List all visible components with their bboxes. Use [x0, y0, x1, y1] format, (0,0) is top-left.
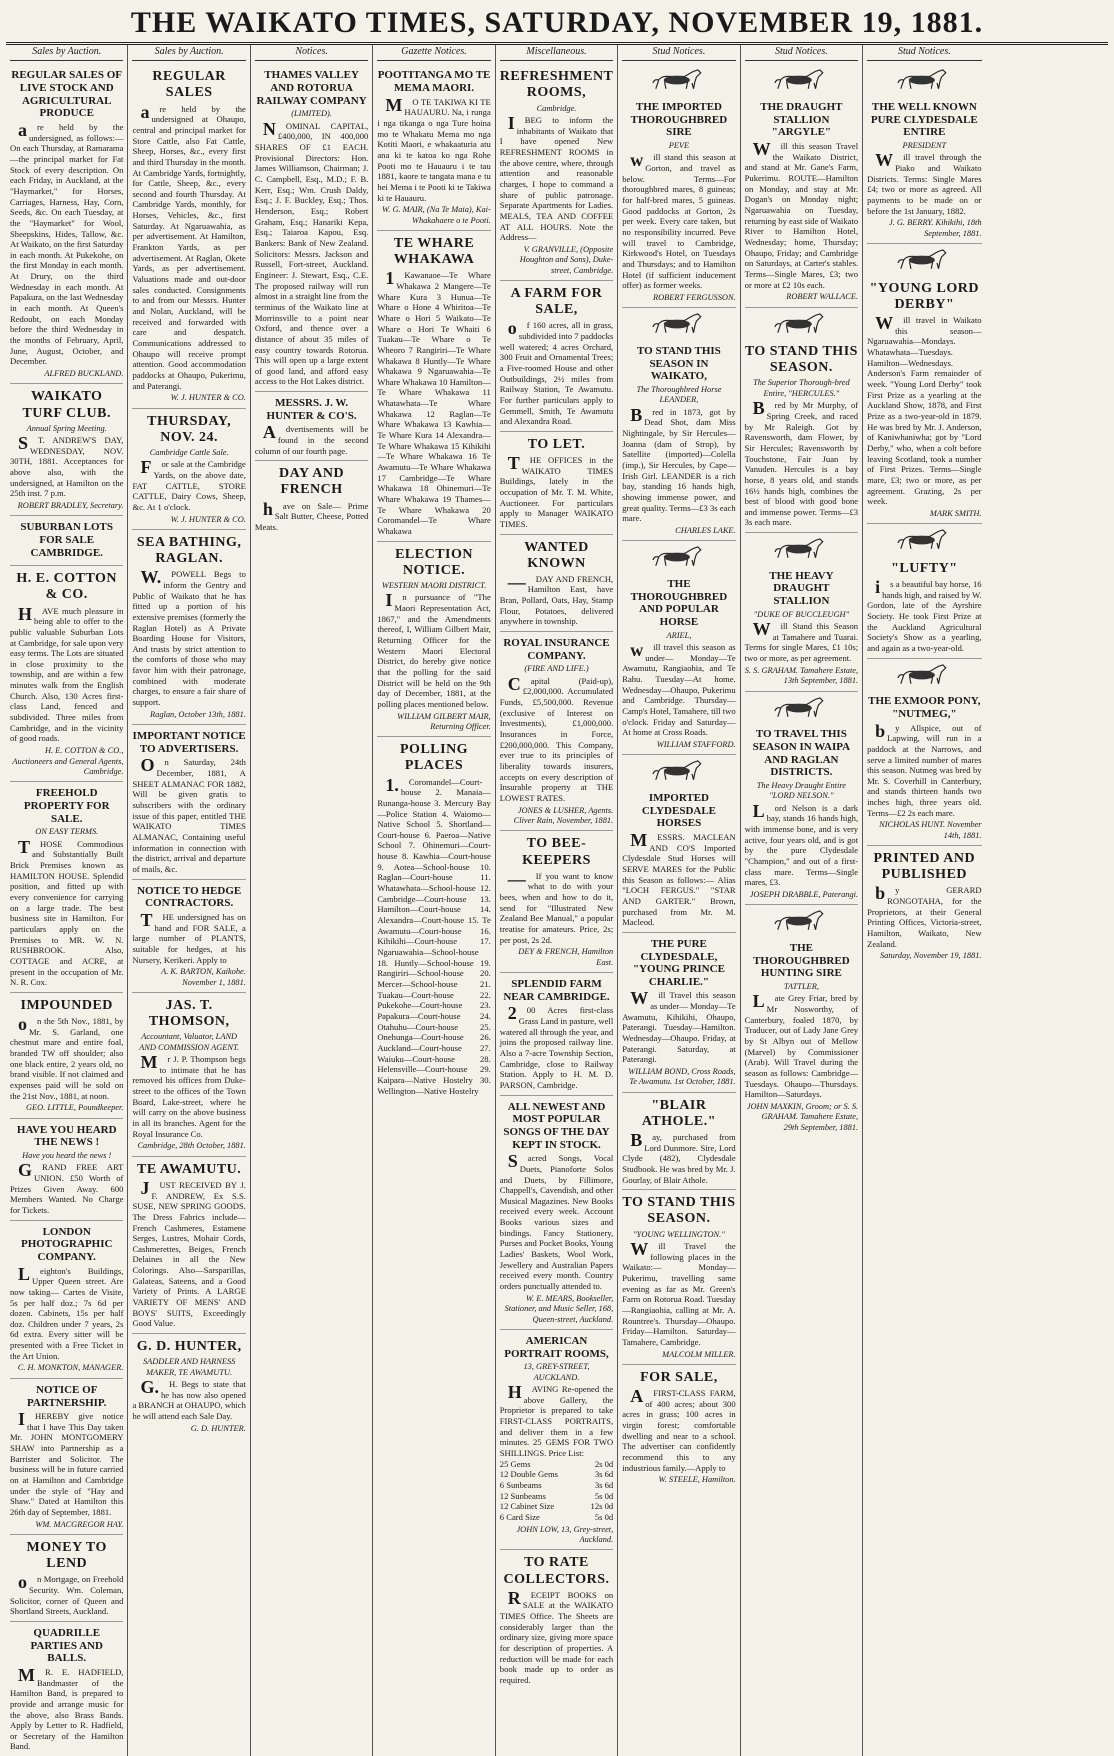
advertisement [10, 993, 123, 1119]
ad-signature: MARK SMITH. [929, 508, 982, 518]
column-heading: Gazette Notices. [377, 45, 490, 61]
ad-subtitle: The Heavy Draught Entire "LORD NELSON." [756, 780, 846, 801]
ad-body: In pursuance of "The Maori Representation Act, 1867," and the Amendments thereof, I, William Gilbert Mair, Returning Officer for the Western Maori Electoral District, do hereby give notice that the polling for the said District will be held on the 9th day of December, 1881, at the polling places mentioned below. [377, 590, 491, 709]
ad-signature: ROBERT BRADLEY, Secretary. [17, 501, 124, 511]
advertisement [622, 1365, 735, 1490]
ad-subtitle: ARIEL, [666, 630, 692, 640]
ad-signature: V. GRANVILLE, (Opposite Houghton and Sons), Duke-street, Cambridge. [519, 244, 614, 275]
ad-subtitle: PEVE [668, 140, 690, 150]
ad-signature: W. J. HUNTER & CO. [170, 393, 246, 403]
price-label: 12 Double Gems [499, 1469, 559, 1480]
ad-body: THOSE Commodious and Substantially Built Brick Premises known as HAMILTON HOUSE. Splendid position, and fitted up with every convenience for carrying on a large trade. The best business site in Hamilton. For particulars apply on the Premises to MR. W. N. RUSHBROOK. Also, COTTAGE and ACRE, at present in the occupation of Mr. N. R. Cox. [10, 836, 124, 988]
ad-title: THURSDAY, NOV. 24. [147, 413, 232, 445]
ad-title: TO BEE-KEEPERS [522, 836, 591, 868]
advertisement [132, 64, 245, 408]
price-value: 3s 6d [594, 1469, 614, 1480]
column-heading: Notices. [255, 45, 368, 61]
price-label: 6 Sunbeams [499, 1480, 542, 1491]
ad-body: Capital (Paid-up), £2,000,000. Accumulated Funds, £5,500,000. Revenue (exclusive of Interest on Investments), £1,000,000. Insurances in Force, £200,000,000. This Company, ever true to its principles of liberality towards insurers, accepts on every description of Insurable property at THE LOWEST RATES. [499, 673, 614, 803]
ad-subtitle: WESTERN MAORI DISTRICT. [381, 580, 487, 590]
advertisement [377, 231, 490, 542]
ad-body: 1.Coromandel—Court-house 2. Manaia—Runanga-house 3. Mercury Bay—Police Station 4. Waiomo—Native School 5. Shortland—Court-house 6. Paeroa—Native School 7. Ohinemuri—Court-house 8. Kawhia—Court-house 9. Aotea—School-house 10. Raglan—Court-house 11. Whatawhata—School-house 12. Cambridge—Court-house 13. Hamilton—Court-house 14. Alexandra—Court-house 15. Te Awamutu—Court-house 16. Kihikihi—Court-house 17. Ngaruawahia—School-house 18. Huntly—School-house 19. Rangiriri—School-house 20. Mercer—School-house 21. Tuakau—Court-house 22. Pukekohe—Court-house 23. Papakura—Court-house 24. Otahuhu—Court-house 25. Onehunga—Court-house 26. Auckland—Court-house 27. Waiuku—Court-house 28. Helensville—Court-house 29. Kaipara—Native Hostelry 30. Wellington—Native Hostelry [377, 774, 491, 1096]
column-heading: Sales by Auction. [10, 45, 123, 61]
price-value: 3s 6d [594, 1480, 614, 1491]
ad-title: HAVE YOU HEARD THE NEWS ! [16, 1123, 117, 1149]
ad-body: THE undersigned has on hand and FOR SALE, a large number of PLANTS, suitable for hedges, at his Nursery, Kerikeri. Apply to [132, 909, 246, 965]
ad-title: LONDON PHOTOGRAPHIC COMPANY. [20, 1225, 113, 1263]
ad-subtitle: Cambridge. [536, 103, 577, 113]
ad-title: H. E. COTTON & CO. [16, 571, 118, 603]
ad-body: are held by the undersigned at Ohaupo, central and principal market for Store Cattle, also Fat Cattle, Sheep, Horses, &c., every first and third Thursday in the month. At Cambridge Yards, fortnightly, for Cattle, Sheep, &c., every second and fourth Thursday. At Cambridge Yards, monthly, for Horses, Vehicles, &c., first Saturday. At Ngaruawahia, as per advertisement. At Hamilton, Frankton Yards, as per advertisement. At Raglan, Okete Yards, as per advertisement. Valuations made and out-door sales conducted. Consignments to and from our Messrs. Hunter and Nolan, Auckland, will be received and forwarded with care and despatch. Communications addressed to Ohaupo will receive prompt attention. Good accommodation paddocks at Ohaupo, Pukerimu, and Paterangi. [132, 101, 246, 391]
advertisement [745, 308, 858, 534]
ad-title: TO RATE COLLECTORS. [503, 1555, 610, 1587]
ad-body: will travel this season as under— Monday—Te Awamutu, Rangiaohia, and Te Rahu. Tuesday—At home. Wednesday—Ohaupo, Pukerimu and Cambridge. Thursday—Camp's Hotel, Tamahere, till two o'clock. Friday and Saturday—At home at Cross Roads. [622, 640, 736, 738]
advertisement [745, 905, 858, 1137]
advertisement [132, 993, 245, 1157]
ad-title: MONEY TO LEND [26, 1540, 107, 1572]
horse-illustration-icon [745, 311, 858, 343]
ad-body: MR. E. HADFIELD, Bandmaster of the Hamilton Band, is prepared to provide and arrange music for the above, also Brass Bands. Apply by Letter to R. Hadfield, or Secretary of the Hamilton Band. [10, 1664, 124, 1752]
ad-signature: CHARLES LAKE. [675, 525, 736, 535]
column-6 [618, 45, 740, 1756]
column-2 [128, 45, 250, 1756]
advertisement [10, 782, 123, 993]
ad-title: NOTICE OF PARTNERSHIP. [27, 1383, 107, 1409]
horse-illustration-icon [745, 536, 858, 568]
advertisement [867, 64, 981, 244]
ad-title: POOTITANGA MO TE MEMA MAORI. [377, 69, 491, 95]
ad-title: THE THOROUGHBRED HUNTING SIRE [753, 942, 850, 980]
price-label: 12 Sunbeams [499, 1490, 546, 1501]
advertisement [132, 1157, 245, 1334]
horse-illustration-icon [867, 662, 981, 694]
advertisement [132, 530, 245, 725]
ad-title: TO STAND THIS SEASON. [744, 344, 858, 376]
horse-illustration-icon [745, 908, 858, 940]
ad-subtitle: Accountant, Valuator, LAND AND COMMISSION AGENT. [139, 1032, 240, 1052]
ad-subtitle: The Superior Thorough-bred Entire, "HERCULES." [753, 378, 850, 398]
column-4 [373, 45, 495, 1756]
ad-body: GRAND FREE ART UNION. £50 Worth of Prizes Given Away. 600 Members Wanted. No Charge for Tickets. [10, 1160, 124, 1215]
ad-title: POLLING PLACES [400, 742, 469, 774]
column-7 [741, 45, 863, 1756]
ad-title: TO LET. [527, 436, 586, 452]
ad-body: G.H. Begs to state that he has now also opened a BRANCH at OHAUPO, which he will attend each Sale Day. [132, 1377, 246, 1421]
ad-title: FOR SALE, [640, 1369, 718, 1385]
ad-signature: G. D. HUNTER. [190, 1423, 246, 1433]
horse-illustration-icon [622, 544, 735, 576]
ad-body: have on Sale— Prime Salt Butter, Cheese, Potted Meats. [254, 498, 369, 532]
ad-signature: JONES & LUSHER, Agents. Cliver Rain, November, 1881. [513, 805, 614, 826]
ad-title: THE WELL KNOWN PURE CLYDESDALE ENTIRE [870, 101, 978, 139]
ad-signature: WILLIAM BOND, Cross Roads, Te Awamutu. 1st October, 1881. [628, 1067, 736, 1087]
masthead-title: THE WAIKATO TIMES, SATURDAY, NOVEMBER 19, 1881. [130, 6, 984, 39]
ad-title: "YOUNG LORD DERBY" [869, 280, 979, 312]
price-row [500, 1469, 613, 1480]
column-heading: Miscellaneous. [500, 45, 613, 61]
ad-body: RECEIPT BOOKS on SALE at the WAIKATO TIMES Office. The Sheets are considerably larger than the ordinary size, giving more space for description of properties. A reduction will be made for each book made up to order as required. [499, 1587, 614, 1685]
ad-title: TO STAND THIS SEASON. [622, 1195, 736, 1227]
ad-title: "BLAIR ATHOLE." [641, 1097, 716, 1129]
ad-signature: GEO. LITTLE, Poundkeeper. [25, 1103, 124, 1113]
column-heading: Stud Notices. [622, 45, 735, 61]
ad-title: PRINTED AND PUBLISHED [873, 851, 976, 883]
ad-title: SPLENDID FARM NEAR CAMBRIDGE. [503, 978, 610, 1003]
price-row [500, 1480, 613, 1491]
advertisement [622, 64, 735, 308]
columns-container [6, 45, 1108, 1752]
ad-title: THE DRAUGHT STALLION "ARGYLE" [760, 101, 843, 139]
ad-body: HAVE much pleasure in being able to offer to the public valuable Suburban Lots at Cambridge, for sale upon very easy terms. The Lots are situated in close proximity to the township, and are within a few minutes walk from the English Church. Also, 130 Acres first-class Land, fenced and subdivided. Three miles from Cambridge, and in the vicinity of good roads. [10, 603, 124, 744]
ad-body: MESSRS. MACLEAN AND CO'S Imported Clydesdale Stud Horses will SERVE MARES for the Public this Season as follows:— Alias "LOCH FERGUS." "STAR AND GARTER." Brown, purchased from Mr. M. Macleod. [622, 829, 736, 928]
ad-title: TO TRAVEL THIS SEASON IN WAIPA AND RAGLAN DISTRICTS. [752, 728, 851, 779]
ad-subtitle: PRESIDENT [902, 140, 947, 150]
ad-body: —DAY AND FRENCH, Hamilton East, have Bran, Pollard, Oats, Hay, Stamp Flour, Potatoes, delivered anywhere in township. [499, 571, 614, 627]
ad-title: SUBURBAN LOTS FOR SALE CAMBRIDGE. [20, 521, 114, 559]
ad-subtitle: Cambridge Cattle Sale. [149, 447, 229, 457]
price-value: 5s 0d [594, 1490, 614, 1501]
ad-body: MO TE TAKIWA KI TE HAUAURU. Na, i runga i nga tikanga o nga Ture hoina mo te Whakatu Mema mo nga Kotiti Maori, e whakaaturia atu ana ki te katoa ko nga Rohe Pooti mo te Hauauru i te tau 1881, kaore te tangata mana e tu hei Mema i te Pooti ki te Takiwa ki te Hauauru. [377, 94, 491, 203]
advertisement [10, 384, 123, 516]
ad-title: ROYAL INSURANCE COMPANY. [503, 637, 610, 662]
ad-title: THAMES VALLEY AND ROTORUA RAILWAY COMPANY [256, 69, 367, 107]
ad-body: Will Travel the following places in the Waikato:— Monday—Pukerimu, travelling same evening as far as Mr. Green's Farm on Rotorua Road. Tuesday—Rangiaohia, calling at Mr. A. Rountree's. Thursday—Ohaupo. Friday—Hamilton. Saturday—Tamahere, Cambridge. [622, 1238, 736, 1347]
ad-body: IHEREBY give notice that I have This Day taken Mr. JOHN MONTGOMERY SHAW into Partnership as a Barrister and Solicitor. The business will be in future carried on at Hamilton and Cambridge under the style of "Hay and Shaw." Dated at Hamilton this 26th day of September, 1881. [10, 1409, 124, 1518]
ad-title: FREEHOLD PROPERTY FOR SALE. [23, 787, 110, 825]
ad-signature: Raglan, October 13th, 1881. [150, 709, 246, 719]
ad-body: are held by the undersigned, as follows:— On each Thursday, at Ramarama—the principal market for Fat Stock of every description. On each Friday, in Auckland, at the "Haymarket," for Horses, Carriages, Harness, Hay, Corn, Seeds, &c. On each Tuesday, at the "Haymarket" for Wool, Sheepskins, Hides, Tallow, &c. At Waikato, on the first Saturday in each month. At Pukekohe, on the first Monday in each month. At Drury, on the third Wednesday in each month. At Papakura, on the last Wednesday in each month. At Queen's Redoubt, on each Monday before the third Wednesday in the months of February, April, June, August, October, and December. [10, 119, 124, 367]
price-value: 2s 0d [594, 1458, 614, 1469]
ad-title: THE THOROUGHBRED AND POPULAR HORSE [630, 578, 728, 628]
ad-signature: JOHN LOW, 13, Grey-street, Auckland. [516, 1524, 614, 1545]
horse-illustration-icon [622, 311, 735, 343]
ad-body: will stand this season at Gorton, and travel as below. Terms—For thoroughbred mares, 8 guineas; for half-bred mares, 5 guineas. Good paddocks at Gorton, 2s per week. Every care taken, but no responsibility incurred. Peve will travel to Cambridge, Kirkwood's Hotel, on Tuesdays and Thursdays; and to Hamilton Hotel (if sufficient inducement offer) as former weeks. [622, 150, 736, 291]
ad-signature: W. E. MEARS, Bookseller, Stationer, and Music Seller, 168, Queen-street, Auckland. [504, 1293, 614, 1324]
ad-signature: J. G. BERRY. Kihikihi, 18th September, 1881. [888, 218, 982, 238]
ad-signature: A. K. BARTON, Kaikohe. November 1, 1881. [161, 967, 246, 987]
ad-signature: ROBERT WALLACE. [786, 292, 859, 302]
advertisement [132, 880, 245, 993]
ad-title: JAS. T. THOMSON, [148, 998, 230, 1030]
advertisement [622, 541, 735, 755]
ad-signature: WILLIAM STAFFORD. [656, 739, 736, 749]
ad-subtitle: The Thoroughbred Horse LEANDER, [636, 384, 722, 405]
ad-body: W.POWELL Begs to inform the Gentry and Public of Waikato that he has fitted up a portion of his extensive premises (formerly the Raglan Hotel) as A Private Boarding House for Visitors, And trusts by strict attention to the comforts of those who may favor him with their patronage, combined with moderate charges, to ensure a fair share of support. [132, 567, 246, 708]
advertisement [500, 973, 613, 1096]
ad-body: THE OFFICES in the WAIKATO TIMES Buildings, lately in the occupation of Mr. T. M. White, Auctioneer. For particulars apply to Manager WAIKATO TIMES. [499, 452, 614, 529]
advertisement [622, 755, 735, 932]
ad-body: Late Grey Friar, bred by Mr Nosworthy, of Canterbury, foaled 1870, by Traducer, out of Lady Jane Grey by St Albyn out of Mellow (Marvel) by Commissioner (Arab). Will Travel during the season as follows: Cambridge—Tuesdays. Ohaupo—Thursdays. Hamilton—Saturdays. [744, 991, 859, 1100]
ad-title: REFRESHMENT ROOMS, [499, 69, 614, 101]
ad-signature: S. S. GRAHAM. Tamahere Estate, 13th September, 1881. [744, 665, 859, 686]
advertisement [500, 64, 613, 281]
ad-title: ALL NEWEST AND MOST POPULAR SONGS OF THE DAY KEPT IN STOCK. [503, 1100, 610, 1151]
ad-body: JUST RECEIVED BY J. F. ANDREW, Ex S.S. SUSE, NEW SPRING GOODS. The Dress Fabrics include—French Cashmeres, Estamene Serges, Lustres, Mohair Cords, Cashmerettes, Beiges, French Delaines in all the New Colorings. Also—Sarsparillas, Galateas, Sateens, and a Good Variety of Prints. A LARGE VARIETY OF MENS' AND BOYS' SUITS, Exceedingly Good Value. [132, 1177, 246, 1329]
ad-title: WAIKATO TURF CLUB. [22, 389, 111, 421]
price-row [500, 1491, 613, 1502]
ad-body: by Allspice, out of Lapwing, will run in a paddock at the Narrows, and serve a limited number of mares this season. Nutmeg was bred by Mr. S. Coverhill in Canterbury, and stands thirteen hands two inches high, three years old. Terms—£2 2s each mare. [867, 720, 982, 818]
advertisement [745, 64, 858, 307]
advertisement [500, 281, 613, 432]
masthead-rule [6, 42, 1108, 43]
ad-signature: JOHN MAXKIN, Groom; or S. S. GRAHAM. Tamahere Estate, 29th September, 1881. [746, 1101, 859, 1132]
column-heading: Sales by Auction. [132, 45, 245, 61]
horse-illustration-icon [867, 527, 981, 559]
advertisement [132, 725, 245, 880]
price-row [500, 1501, 613, 1512]
advertisement [377, 737, 490, 1100]
advertisement [10, 1535, 123, 1622]
ad-signature: WILLIAM GILBERT MAIR, Returning Officer. [397, 711, 491, 731]
advertisement [622, 933, 735, 1093]
column-8 [863, 45, 985, 1756]
ad-title: THE EXMOOR PONY, "NUTMEG," [868, 695, 981, 720]
advertisement [10, 1379, 123, 1535]
ad-body: For sale at the Cambridge Yards, on the above date, FAT CATTLE, STORE CATTLE, Dairy Cows, Sheep, &c. At 1 o'clock. [132, 457, 246, 512]
ad-title: IMPORTED CLYDESDALE HORSES [641, 792, 717, 830]
ad-signature: WM. MACGREGOR HAY. [35, 1519, 124, 1529]
ad-title: TE AWAMUTU. [137, 1161, 242, 1177]
advertisement [10, 1221, 123, 1379]
ad-title: MESSRS. J. W. HUNTER & CO'S. [266, 397, 357, 422]
ad-signature: H. E. COTTON & CO., Auctioneers and General Agents, Cambridge. [12, 746, 124, 776]
advertisement [255, 64, 368, 392]
ad-body: Leighton's Buildings, Upper Queen street. Are now taking— Cartes de Visite, 5s per half doz.; 7s 6d per dozen. Cabinets, 15s per half doz. Children under 7 years, 2s 6d extra. Every sitter will be presented with a Free Ticket in the Art Union. [10, 1263, 124, 1361]
ad-signature: DEY & FRENCH, Hamilton East. [518, 947, 614, 967]
ad-title: REGULAR SALES [152, 69, 226, 101]
ad-title: REGULAR SALES OF LIVE STOCK AND AGRICULTURAL PRODUCE [11, 69, 123, 120]
advertisement [255, 461, 368, 536]
advertisement [132, 1334, 245, 1438]
ad-subtitle: "DUKE OF BUCCLEUGH" [753, 609, 850, 619]
ad-body: on the 5th Nov., 1881, by Mr. S. Garland, one chestnut mare and entire foal, branded TW off shoulder; also one black entire, 2 years old, no brand visible. If not claimed and expenses paid will be sold on the 21st Nov., 1881, at noon. [10, 1013, 124, 1101]
ad-title: AMERICAN PORTRAIT ROOMS, [504, 1334, 609, 1360]
ad-body: is a beautiful bay horse, 16 hands high, and raised by W. Gordon, late of the Ayrshire Society. He took First Prize at the Auckland Agricultural Society's Show as a yearling, and again as a two-year-old. [867, 577, 982, 653]
price-row [500, 1512, 613, 1523]
column-5 [496, 45, 618, 1756]
ad-body: Lord Nelson is a dark bay, stands 16 hands high, with immense bone, and is very active, four years old, and is got by the pure Clydesdale "Champion," and out of a first-class mare. Terms—Single mares, £3. [744, 800, 859, 888]
ad-signature: W. STEELE, Hamilton. [658, 1475, 736, 1485]
ad-body: Will Stand this Season at Tamahere and Tuarai. Terms for single Mares, £1 10s; two or more, as per agreement. [744, 619, 859, 664]
ad-body: NOMINAL CAPITAL, £400,000, IN 400,000 SHARES OF £1 EACH. Provisional Directors: Hon. James Williamson, Chairman; J. C. Campbell, Esq., M.D.; F. B. Kerr, Esq.; Wm. Crush Daldy, Esq.; J. F. Buckley, Esq.; Thos. Henderson, Esq.; Robert Graham, Esq.; Hanariki Kepa, Esq.; Taiaroa Kapou, Esq. Bankers: Bank of New Zealand. Solicitors: Messrs. Jackson and Russell, Fort-street, Auckland. Engineer: J. Stewart, Esq., C.E. The proposed railway will run almost in a straight line from the terminus of the Waikato line at Morrinsville to a point near Oxford, and thence over a distance of about 35 miles of easy country towards Rotorua. This will open up a large extent of good land, and afford easy access to the Hot Lakes district. [254, 118, 369, 387]
horse-illustration-icon [622, 758, 735, 790]
advertisement [500, 535, 613, 632]
ad-title: THE HEAVY DRAUGHT STALLION [769, 569, 834, 608]
ad-signature: MALCOLM MILLER. [662, 1349, 736, 1359]
ad-body: Mr J. P. Thompson begs to intimate that he has removed his offices from Duke-street to the offices of the Town Board, Lake-street, where he will carry on the above business in all its branches. Agent for the Royal Insurance Co. [132, 1052, 246, 1139]
ad-subtitle: (FIRE AND LIFE.) [524, 664, 589, 674]
ad-title: ELECTION NOTICE. [395, 546, 473, 578]
ad-body: HAVING Re-opened the above Gallery, the Proprietor is prepared to take FIRST-CLASS PORTRAITS, and deliver them in a few minutes. 25 GEMS FOR TWO SHILLINGS. Price List: [499, 1382, 614, 1459]
advertisement [255, 392, 368, 461]
ad-subtitle: TATTLER, [783, 981, 819, 991]
advertisement [500, 432, 613, 535]
ad-body: IBEG to inform the inhabitants of Waikato that I have opened New REFRESHMENT ROOMS in the above centre, where, through attention and reasonable charges, I hope to command a share of public patronage. Separate Apartments for Ladies. MEALS, TEA AND COFFEE AT ALL HOURS. Note the Address— [499, 113, 614, 243]
ad-body: of 160 acres, all in grass, subdivided into 7 paddocks well watered; 4 acres Orchard, 300 Fruit and Ornamental Trees; a Five-roomed House and other Outbuildings, 2½ miles from Railway Station, Te Awamutu. For further particulars apply to Gemmell, Smith, Te Awamutu and Alexandra Road. [499, 318, 614, 427]
price-label: 12 Cabinet Size [499, 1501, 555, 1512]
ad-title: IMPORTANT NOTICE TO ADVERTISERS. [132, 730, 246, 755]
advertisement [10, 64, 123, 384]
advertisement [867, 659, 981, 847]
horse-illustration-icon [867, 67, 981, 99]
ad-body: —If you want to know what to do with your bees, when and how to do it, send for "Illustrated New Zealand Bee Manual," a popular treatise for amateurs. Price, 2s; per post, 2s 2d. [499, 868, 614, 945]
advertisement [867, 244, 981, 524]
ad-body: Bred in 1873, got by Dead Shot, dam Miss Nightingale, by Sir Hercules—Joanna (dam of Strop), by Satellite (imported)—Colella (imp.), Sir Hercules, by Cape—Irish Girl. LEANDER is a rich bay, standing 16 hands high, showing immense power, and great quality. Terms—£3 3s each mare. [622, 404, 736, 524]
ad-subtitle: Have you heard the news ! [22, 1150, 112, 1160]
horse-illustration-icon [745, 67, 858, 99]
column-heading: Stud Notices. [867, 45, 981, 61]
ad-body: Will travel in Waikato this season— Ngaruawahia—Mondays. Whatawhata—Tuesdays. Hamilton—Wednesdays. Anderson's Farm remainder of week. "Young Lord Derby" took First Prize as a yearling at the Auckland Show, 1878, and First Prize as a two-year-old in 1879. He was bred by Mr. J. Anderson, of Kaniwhaniwha; got by "Lord Derby," who, when a colt before leaving Scotland, took a number of First Prizes. Terms—Single mare, £3; two or more, as per agreement. Grazing, 2s per week. [867, 313, 982, 507]
advertisement [622, 308, 735, 541]
advertisement [377, 64, 490, 231]
advertisement [132, 409, 245, 530]
price-list [500, 1459, 613, 1523]
ad-body: Bay, purchased from Lord Dunmore. Sire, Lord Clyde (482), Clydesdale Studbook. He was bred by Mr. J. Gourlay, of Blair Athole. [622, 1130, 736, 1185]
ad-title: "LUFTY" [891, 560, 958, 576]
ad-body: Advertisements will be found in the second column of our fourth page. [254, 422, 369, 456]
advertisement [500, 1550, 613, 1689]
advertisement [500, 632, 613, 831]
ad-signature: Saturday, November 19, 1881. [879, 951, 982, 961]
ad-body: Sacred Songs, Vocal Duets, Pianoforte Solos and Duets, by Fillimore, Chappell's, Cavendish, and other Musical Magazines. New Books received every week. Account Books various sizes and bindings. Fancy Stationery, Purses and Pocket Books, Young Ladies' Baskets, Wool Work, Jewellery and Australian Papers received every month. Country orders punctually attended to. [499, 1151, 614, 1292]
ad-title: SEA BATHING, RAGLAN. [136, 535, 242, 567]
advertisement [867, 524, 981, 658]
horse-illustration-icon [867, 247, 981, 279]
advertisement [377, 542, 490, 738]
ad-signature: NICHOLAS HUNT. November 14th, 1881. [879, 820, 982, 840]
ad-body: 200 Acres first-class Grass Land in pasture, well watered all through the year, and joins the proposed railway line. Also a 7-acre Township Section, Cambridge, close to Railway Station. Apply to H. M. D. PARSON, Cambridge. [499, 1003, 614, 1090]
advertisement [500, 1330, 613, 1551]
price-value: 5s 0d [594, 1511, 614, 1522]
ad-title: NOTICE TO HEDGE CONTRACTORS. [137, 884, 242, 910]
advertisement [10, 1622, 123, 1756]
ad-subtitle: 13, GREY-STREET, AUCKLAND. [523, 1362, 590, 1382]
ad-subtitle: SADDLER AND HARNESS MAKER, TE AWAMUTU. [142, 1357, 236, 1377]
ad-body: Will Travel this season as under— Monday—Te Awamutu, Kihikihi, Ohaupo, Paterangi. Tuesday—Hamilton. Wednesday—Ohaupo. Friday, at Paterangi. Saturday, at Paterangi. [622, 988, 736, 1065]
advertisement [745, 692, 858, 906]
advertisement [745, 533, 858, 691]
ad-signature: Cambridge, 28th October, 1881. [137, 1141, 246, 1151]
ad-signature: W. G. MAIR, (Na Te Maia), Kai-Whakahaere o te Pooti. [382, 205, 491, 225]
advertisement [10, 566, 123, 782]
ad-title: G. D. HUNTER, [136, 1339, 242, 1355]
ad-subtitle: "YOUNG WELLINGTON." [633, 1229, 725, 1239]
ad-body: ST. ANDREW'S DAY, WEDNESDAY, NOV. 30TH, 1881. Acceptances for above also, with the undersigned, at Hamilton on the 25th inst. 7 p.m. [10, 433, 124, 499]
ad-body: on Mortgage, on Freehold Security. Wm. Coleman, Solicitor, corner of Queen and Shortland Streets, Auckland. [10, 1572, 124, 1617]
ad-signature: C. H. MONKTON, MANAGER. [17, 1363, 124, 1373]
price-label: 25 Gems [499, 1458, 531, 1469]
ad-title: TO STAND THIS SEASON IN WAIKATO, [637, 345, 721, 383]
ad-title: QUADRILLE PARTIES AND BALLS. [30, 1626, 103, 1665]
advertisement [622, 1190, 735, 1365]
price-value: 12s 0d [590, 1501, 614, 1512]
ad-signature: W. J. HUNTER & CO. [170, 514, 246, 524]
ad-subtitle: Annual Spring Meeting. [26, 423, 107, 433]
ad-body: Will travel through the Piako and Waikato Districts. Terms: Single Mares £4; two or more as agreed. All payments to be made on or before the 1st January, 1882. [867, 150, 982, 216]
ad-body: AFIRST-CLASS FARM, of 400 acres; about 300 acres in grass; 100 acres in virgin forest; comfortable dwelling and near to a school. The advertiser can confidently recommend this to any industrious family.—Apply to [622, 1386, 736, 1473]
ad-signature: ALFRED BUCKLAND. [44, 369, 124, 379]
advertisement [867, 846, 981, 966]
column-3 [251, 45, 373, 1756]
ad-signature: ROBERT FERGUSSON. [652, 292, 736, 302]
column-heading: Stud Notices. [745, 45, 858, 61]
ad-title: DAY AND FRENCH [279, 466, 345, 498]
ad-subtitle: (LIMITED). [291, 109, 332, 119]
ad-subtitle: ON EASY TERMS. [35, 827, 99, 837]
ad-signature: JOSEPH DRABBLE, Paterangi. [749, 889, 859, 899]
ad-title: TE WHARE WHAKAWA [393, 236, 475, 268]
advertisement [622, 1093, 735, 1190]
ad-body: by GERARD RONGOTAHA, for the Proprietors, at their General Printing Offices, Victoria-street, Hamilton, Waikato, New Zealand. [867, 883, 982, 949]
advertisement [500, 1096, 613, 1330]
ad-body: Bred by Mr Murphy, of Spring Creek, and raced by Mr Raleigh. Got by Ravensworth, dam Flower, by Sir Hercules; Ravensworth by Touchstone, Fair Juan by Vanuden. Hercules is a bay horse, 8 years old, and stands 16½ hands high, combines the best of blood with good bone and immense power. Terms—£3 3s each mare. [744, 398, 859, 528]
ad-body: 1Kawanaoe—Te Whare Whakawa 2 Mangere—Te Whare Kura 3 Hunua—Te Whare o Hone 4 Whiritoa—Te Whare o Hori 5 Waikato—Te Whare o Hori Te Whaiti 6 Tuakau—Te Whare o Te Wheoro 7 Rangiriri—Te Whare Whakawa 8 Huntly—Te Whare Whakawa 9 Ngaruawahia—Te Whare Whakawa 10 Hamilton—Te Whare Whakawa 11 Whatawhata—Te Whare Whakawa 12 Raglan—Te Whare Whakawa 13 Kawhia—Te Whare Kura 14 Alexandra—Te Whare Whakawa 15 Kihikihi—Te Whare Whakawa 16 Te Awamutu—Te Whare Whakawa 17 Cambridge—Te Whare Whakawa 18 Ohinemuri—Te Whare Whakawa 19 Thames—Te Whare Whakawa 20 Coromandel—Te Whare Whakawa [377, 268, 491, 537]
column-1 [6, 45, 128, 1756]
price-label: 6 Card Size [499, 1511, 540, 1522]
horse-illustration-icon [622, 67, 735, 99]
ad-title: THE PURE CLYDESDALE, "YOUNG PRINCE CHARLIE." [632, 937, 725, 988]
ad-title: IMPOUNDED [20, 997, 113, 1013]
ad-title: WANTED KNOWN [524, 539, 589, 571]
horse-illustration-icon [745, 695, 858, 727]
advertisement [10, 1119, 123, 1221]
ad-body: On Saturday, 24th December, 1881, A SHEET ALMANAC FOR 1882, Will be given gratis to subscribers with the ordinary issue of this paper, entitled THE WAIKATO TIMES ALMANAC, Containing useful information in connection with the district, arrival and departure of mails, &c. [132, 755, 246, 875]
advertisement [10, 516, 123, 566]
ad-title: A FARM FOR SALE, [510, 286, 603, 318]
advertisement [500, 831, 613, 973]
price-row [500, 1459, 613, 1470]
ad-title: THE IMPORTED THOROUGHBRED SIRE [630, 101, 728, 139]
ad-body: Will this season Travel the Waikato District, and stand at Mr. Gane's Farm, Pukerimu. ROUTE—Hamilton on Monday, and stay at Mr. Dogan's on Monday night; Ngaruawahia on Tuesday, returning by east side of Waikato River to Hamilton Hotel, Wednesday; home, Thursday; Ohaupo, Friday; and Cambridge on Saturdays, at Carter's stables. Terms—Single Mares, £3; two or more at £2 10s each. [744, 138, 859, 290]
